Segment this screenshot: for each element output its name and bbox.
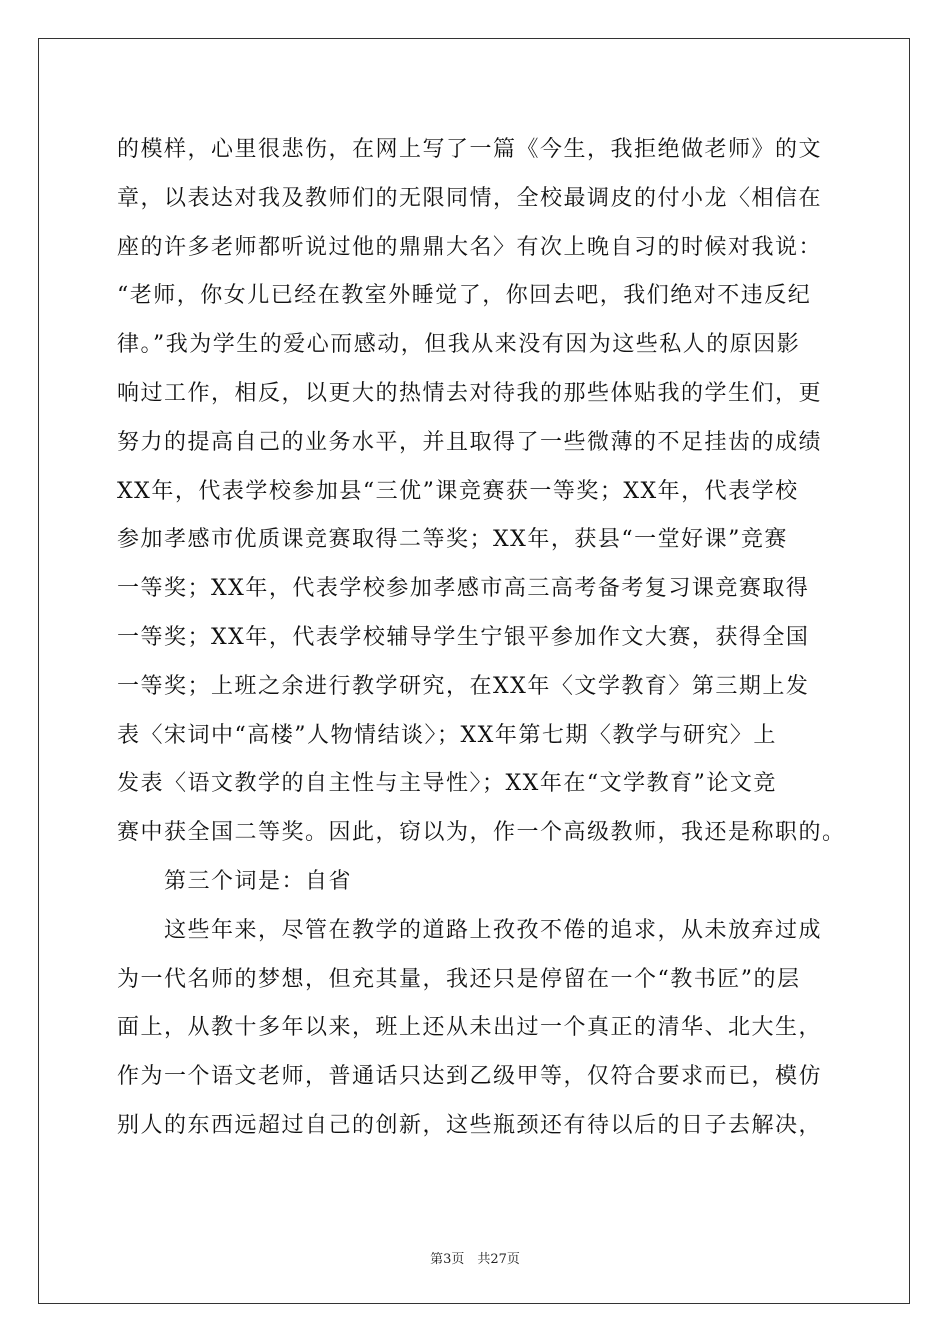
text-line: 一等奖；XX年，代表学校辅导学生宁银平参加作文大赛，获得全国 xyxy=(117,624,810,650)
text-line: 别人的东西远超过自己的创新，这些瓶颈还有待以后的日子去解决， xyxy=(117,1112,823,1138)
text-line: 章，以表达对我及教师们的无限同情，全校最调皮的付小龙〈相信在 xyxy=(117,185,823,211)
text-line: 表〈宋词中“高楼”人物情结谈〉；XX年第七期〈教学与研究〉上 xyxy=(117,722,777,748)
text-line: 发表〈语文教学的自主性与主导性〉；XX年在“文学教育”论文竞 xyxy=(117,771,777,797)
text-line: 响过工作，相反，以更大的热情去对待我的那些体贴我的学生们，更 xyxy=(117,380,823,406)
text-line: 律。”我为学生的爱心而感动，但我从来没有因为这些私人的原因影 xyxy=(117,332,801,358)
section-heading: 第三个词是：自省 xyxy=(164,868,353,894)
text-line: 作为一个语文老师，普通话只达到乙级甲等，仅符合要求而已，模仿 xyxy=(117,1064,823,1090)
text-line: 为一代名师的梦想，但充其量，我还只是停留在一个“教书匠”的层 xyxy=(117,966,801,992)
page-number: 第3页 共27页 xyxy=(430,1252,520,1267)
text-line: 座的许多老师都听说过他的鼎鼎大名〉有次上晚自习的时候对我说： xyxy=(117,234,823,260)
text-line: 赛中获全国二等奖。因此，窃以为，作一个高级教师，我还是称职的。 xyxy=(117,820,846,846)
text-line: 的模样，心里很悲伤，在网上写了一篇《今生，我拒绝做老师》的文 xyxy=(117,137,823,162)
text-line: 一等奖；XX年，代表学校参加孝感市高三高考备考复习课竞赛取得 xyxy=(117,576,810,602)
text-line: 一等奖；上班之余进行教学研究，在XX年〈文学教育〉第三期上发 xyxy=(117,673,810,699)
text-line: 这些年来，尽管在教学的道路上孜孜不倦的追求，从未放弃过成 xyxy=(164,917,823,943)
text-line: XX年，代表学校参加县“三优”课竞赛获一等奖；XX年，代表学校 xyxy=(117,478,799,504)
document-body xyxy=(117,126,857,1151)
text-line: 努力的提高自己的业务水平，并且取得了一些微薄的不足挂齿的成绩 xyxy=(117,429,823,455)
text-line: 参加孝感市优质课竞赛取得二等奖；XX年，获县“一堂好课”竞赛 xyxy=(117,527,788,553)
text-line: 面上，从教十多年以来，班上还从未出过一个真正的清华、北大生， xyxy=(117,1015,823,1041)
text-line: “老师，你女儿已经在教室外睡觉了，你回去吧，我们绝对不违反纪 xyxy=(117,283,812,309)
